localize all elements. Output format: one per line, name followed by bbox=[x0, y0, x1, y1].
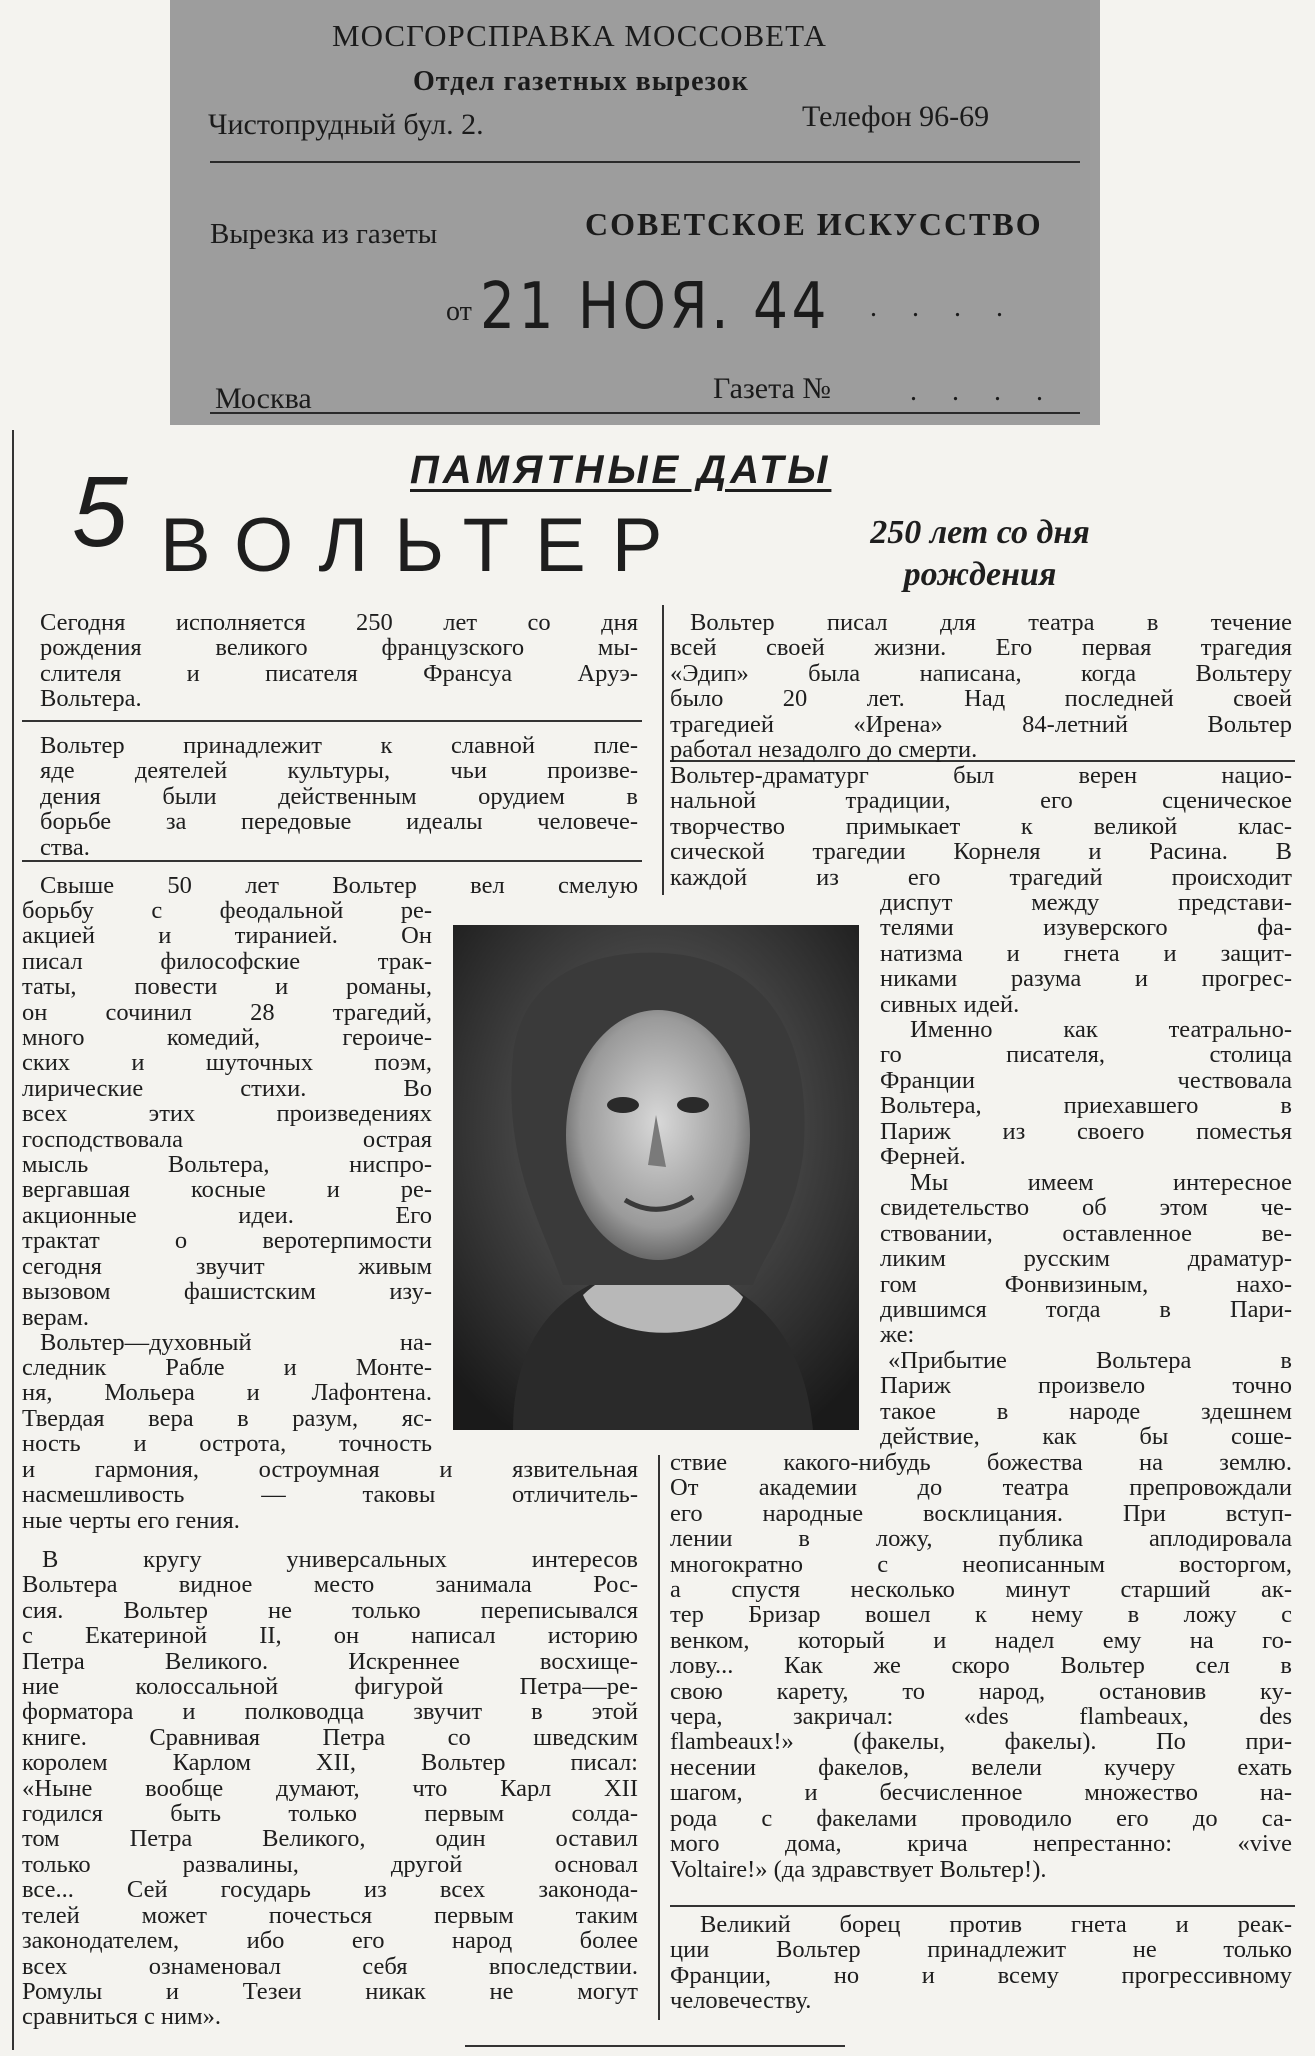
text-line: ции Вольтер принадлежит не только bbox=[670, 1936, 1292, 1964]
stamp-rule-bottom bbox=[210, 412, 1080, 414]
rubric-heading: ПАМЯТНЫЕ ДАТЫ bbox=[410, 448, 832, 492]
text-line: с Екатериной II, он написал историю bbox=[22, 1622, 638, 1650]
text-line: Вольтер—духовный на- bbox=[40, 1329, 432, 1356]
text-line: Великий борец против гнета и реак- bbox=[700, 1911, 1292, 1938]
text-line: гом Фонвизиным, нахо- bbox=[880, 1270, 1292, 1298]
text-line: Петра Великого. Искреннее восхище- bbox=[22, 1647, 638, 1675]
article-paragraph bbox=[670, 610, 1292, 762]
text-line: свидетельство об этом че- bbox=[880, 1194, 1292, 1222]
text-line: нальной традиции, его сценическое bbox=[670, 787, 1292, 815]
text-line: королем Карлом XII, Вольтер писал: bbox=[22, 1749, 638, 1777]
text-line: венком, который и надел ему на го- bbox=[670, 1626, 1292, 1654]
paragraph-rule bbox=[22, 720, 642, 722]
text-line: ликим русским драматур- bbox=[880, 1245, 1292, 1273]
text-line: тер Бризар вошел к нему в ложу с bbox=[670, 1601, 1292, 1629]
stamp-address: Чистопрудный бул. 2. bbox=[208, 108, 484, 141]
text-line: Париж произвело точно bbox=[880, 1372, 1292, 1400]
text-line: диспут между представи- bbox=[880, 889, 1292, 916]
text-line: все... Сей государь из всех законода- bbox=[22, 1876, 638, 1904]
text-line: лении в ложу, публика аплодировала bbox=[670, 1525, 1292, 1553]
text-line: Именно как театрально- bbox=[910, 1016, 1292, 1043]
text-line: Вольтер принадлежит к славной пле- bbox=[40, 732, 638, 759]
text-line: только развалины, другой основал bbox=[22, 1850, 638, 1878]
text-line: сической трагедии Корнеля и Расина. В bbox=[670, 838, 1292, 866]
text-line: всех этих произведениях bbox=[22, 1100, 432, 1128]
text-line: законодателем, ибо его народ более bbox=[22, 1927, 638, 1955]
text-line: Вольтера. bbox=[40, 685, 142, 713]
article-subtitle bbox=[830, 512, 1130, 596]
text-line: Париж из своего поместья bbox=[880, 1117, 1292, 1145]
text-line: вергавшая косные и ре- bbox=[22, 1176, 432, 1204]
text-line: же: bbox=[880, 1321, 915, 1349]
footer-rule bbox=[465, 2045, 845, 2047]
text-line: Франции, но и всему прогрессивному bbox=[670, 1961, 1292, 1989]
text-line: каждой из его трагедий происходит bbox=[670, 863, 1292, 891]
text-line: ствие какого-нибудь божества на землю. bbox=[670, 1449, 1292, 1476]
text-line: Сегодня исполняется 250 лет со дня bbox=[40, 609, 638, 636]
stamp-issue-dots: . . . . bbox=[910, 376, 1057, 407]
text-line: борьбе за передовые идеалы человече- bbox=[40, 808, 638, 836]
article-paragraph bbox=[670, 763, 1292, 890]
subtitle-line: 250 лет со дня bbox=[870, 514, 1090, 551]
text-line: сивных идей. bbox=[880, 990, 1020, 1018]
article-paragraph bbox=[880, 1017, 1292, 1169]
page-left-border bbox=[12, 430, 14, 2050]
text-line: дившимся тогда в Пари- bbox=[880, 1296, 1292, 1324]
text-line: господствовала острая bbox=[22, 1125, 432, 1153]
text-line: ные черты его гения. bbox=[22, 1506, 240, 1534]
text-line: свою карету, то народ, остановив ку- bbox=[670, 1677, 1292, 1705]
text-line: акционные идеи. Его bbox=[22, 1201, 432, 1229]
text-line: яде деятелей культуры, чьи произве- bbox=[40, 757, 638, 785]
stamp-date-dots: . . . . bbox=[870, 292, 1017, 323]
text-line: вызовом фашистским изу- bbox=[22, 1278, 432, 1306]
article-paragraph bbox=[670, 1450, 1292, 1882]
text-line: шагом, и бесчисленное множество на- bbox=[670, 1779, 1292, 1807]
article-paragraph bbox=[22, 1547, 638, 2030]
text-line: следник Рабле и Монте- bbox=[22, 1354, 432, 1381]
column-divider-upper bbox=[662, 605, 664, 895]
text-line: и гармония, остроумная и язвительная bbox=[22, 1456, 638, 1483]
article-paragraph bbox=[22, 1457, 638, 1533]
text-line: форматора и полководца звучит в этой bbox=[22, 1698, 638, 1726]
article-paragraph bbox=[40, 873, 638, 898]
handwritten-number: 5 bbox=[72, 456, 128, 568]
text-line: В кругу универсальных интересов bbox=[42, 1546, 638, 1573]
text-line: верам. bbox=[22, 1303, 90, 1331]
text-line: рода с факелами проводило его до са- bbox=[670, 1804, 1292, 1832]
article-paragraph bbox=[40, 610, 638, 712]
stamp-org: МОСГОРСПРАВКА МОССОВЕТА bbox=[332, 18, 827, 53]
text-line: мысль Вольтера, ниспро- bbox=[22, 1151, 432, 1179]
text-line: телей может почесться первым таким bbox=[22, 1901, 638, 1929]
text-line: ня, Мольера и Лафонтена. bbox=[22, 1379, 432, 1407]
article-paragraph bbox=[880, 890, 1292, 1017]
text-line: Вольтера видное место занимала Рос- bbox=[22, 1571, 638, 1599]
archive-stamp bbox=[170, 0, 1100, 425]
text-line: телями изуверского фа- bbox=[880, 914, 1292, 942]
stamp-issue-label: Газета № bbox=[713, 372, 831, 405]
article-title: ВОЛЬТЕР bbox=[160, 503, 689, 588]
text-line: всей своей жизни. Его первая трагедия bbox=[670, 634, 1292, 662]
text-line: натизма и гнета и защит- bbox=[880, 939, 1292, 967]
text-line: мого дома, крича непрестанно: «vive bbox=[670, 1830, 1292, 1858]
stamp-city: Москва bbox=[215, 382, 312, 415]
article-paragraph bbox=[22, 1355, 432, 1457]
stamp-date-prefix: от bbox=[446, 296, 472, 327]
text-line: годился быть только первым солда- bbox=[22, 1800, 638, 1828]
stamp-clipping-label: Вырезка из газеты bbox=[210, 218, 438, 250]
text-line: ствовании, оставленное ве- bbox=[880, 1219, 1292, 1247]
article-paragraph bbox=[670, 1912, 1292, 2014]
text-line: несении факелов, велели кучеру ехать bbox=[670, 1753, 1292, 1781]
text-line: Мы имеем интересное bbox=[910, 1169, 1292, 1196]
text-line: сравниться с ним». bbox=[22, 2003, 222, 2031]
text-line: ние колоссальной фигурой Петра—ре- bbox=[22, 1673, 638, 1701]
text-line: ность и острота, точность bbox=[22, 1430, 432, 1458]
text-line: чера, закричал: «des flambeaux, des bbox=[670, 1703, 1292, 1731]
text-line: работал незадолго до смерти. bbox=[670, 736, 978, 764]
stamp-dept: Отдел газетных вырезок bbox=[413, 66, 749, 97]
text-line: человечеству. bbox=[670, 1987, 812, 2015]
text-line: Свыше 50 лет Вольтер вел смелую bbox=[40, 872, 638, 899]
text-line: акцией и тиранией. Он bbox=[22, 922, 432, 950]
stamp-date: 21 НОЯ. 44 bbox=[480, 270, 830, 344]
text-line: никами разума и прогрес- bbox=[880, 965, 1292, 993]
text-line: много комедий, героиче- bbox=[22, 1024, 432, 1052]
column-divider-lower bbox=[658, 1455, 660, 2020]
subtitle-line: рождения bbox=[903, 556, 1057, 593]
text-line: борьбу с феодальной ре- bbox=[22, 897, 432, 924]
text-line: flambeaux!» (факелы, факелы). По при- bbox=[670, 1728, 1292, 1756]
text-line: Вольтер писал для театра в течение bbox=[690, 609, 1292, 636]
paragraph-rule bbox=[22, 860, 642, 862]
text-line: ских и шуточных поэм, bbox=[22, 1049, 432, 1077]
text-line: Ферней. bbox=[880, 1143, 966, 1171]
text-line: «Ныне вообще думают, что Карл XII bbox=[22, 1774, 638, 1802]
stamp-newspaper: СОВЕТСКОЕ ИСКУССТВО bbox=[585, 206, 1043, 242]
text-line: От академии до театра препровождали bbox=[670, 1474, 1292, 1502]
text-line: действие, как бы соше- bbox=[880, 1423, 1292, 1451]
text-line: насмешливость — таковы отличитель- bbox=[22, 1481, 638, 1509]
article-paragraph bbox=[880, 1348, 1292, 1450]
text-line: Voltaire!» (да здравствует Вольтер!). bbox=[670, 1855, 1047, 1883]
text-line: Вольтера, приехавшего в bbox=[880, 1092, 1292, 1120]
text-line: «Эдип» была написана, когда Вольтеру bbox=[670, 659, 1292, 687]
text-line: лирические стихи. Во bbox=[22, 1074, 432, 1102]
text-line: его народные восклицания. При вступ- bbox=[670, 1499, 1292, 1527]
text-line: всех ознаменовал себя впоследствии. bbox=[22, 1952, 638, 1980]
text-line: сегодня звучит живым bbox=[22, 1252, 432, 1280]
text-line: сия. Вольтер не только переписывался bbox=[22, 1596, 638, 1624]
text-line: книге. Сравнивая Петра со шведским bbox=[22, 1723, 638, 1751]
text-line: Франции чествовала bbox=[880, 1066, 1292, 1094]
text-line: было 20 лет. Над последней своей bbox=[670, 685, 1292, 713]
text-line: трагедией «Ирена» 84-летний Вольтер bbox=[670, 710, 1292, 738]
article-paragraph bbox=[40, 1330, 432, 1355]
text-line: слителя и писателя Франсуа Аруэ- bbox=[40, 659, 638, 687]
stamp-rule bbox=[210, 161, 1080, 163]
text-line: «Прибытие Вольтера в bbox=[888, 1347, 1292, 1374]
article-paragraph bbox=[40, 733, 638, 860]
text-line: дения были действенным орудием в bbox=[40, 782, 638, 810]
article-paragraph bbox=[22, 898, 432, 1330]
text-line: Ромулы и Тезеи никак не могут bbox=[22, 1977, 638, 2005]
paragraph-rule bbox=[670, 1905, 1295, 1907]
text-line: такое в народе здешнем bbox=[880, 1397, 1292, 1425]
stamp-phone: Телефон 96-69 bbox=[802, 100, 990, 133]
text-line: Твердая вера в разум, яс- bbox=[22, 1404, 432, 1432]
text-line: ства. bbox=[40, 833, 90, 861]
text-line: таты, повести и романы, bbox=[22, 973, 432, 1001]
text-line: том Петра Великого, один оставил bbox=[22, 1825, 638, 1853]
voltaire-portrait bbox=[453, 925, 859, 1430]
text-line: творчество примыкает к великой клас- bbox=[670, 812, 1292, 840]
text-line: многократно с неописанным восторгом, bbox=[670, 1550, 1292, 1578]
article-paragraph bbox=[880, 1170, 1292, 1348]
text-line: писал философские трак- bbox=[22, 947, 432, 975]
text-line: рождения великого французского мы- bbox=[40, 634, 638, 662]
text-line: лову... Как же скоро Вольтер сел в bbox=[670, 1652, 1292, 1680]
text-line: а спустя несколько минут старший ак- bbox=[670, 1576, 1292, 1604]
text-line: он сочинил 28 трагедий, bbox=[22, 998, 432, 1026]
text-line: трактат о веротерпимости bbox=[22, 1227, 432, 1255]
text-line: Вольтер-драматург был верен нацио- bbox=[670, 762, 1292, 789]
text-line: го писателя, столица bbox=[880, 1041, 1292, 1069]
